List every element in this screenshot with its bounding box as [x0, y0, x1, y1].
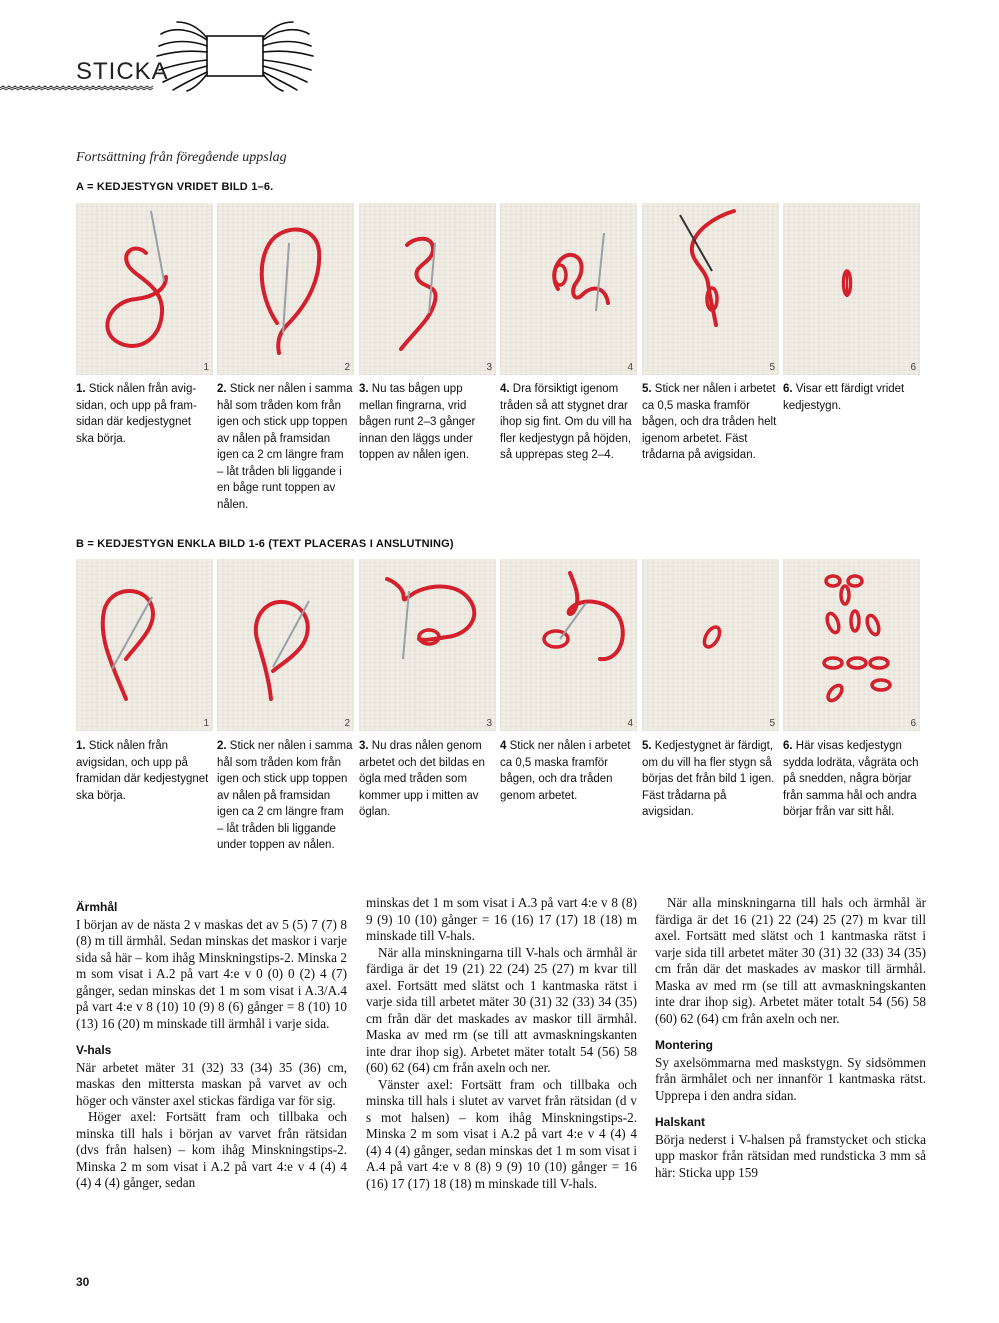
photo-number: 4	[627, 718, 633, 729]
step-text: Stick ner nålen i samma hål som tråden kom från igen och stick upp toppen av nålen på framsidan igen ca 2 cm längre fram – låt tråden bli liggande i en båge runt toppen av nålen.	[217, 383, 353, 511]
page-header	[0, 0, 999, 100]
paragraph-montering: Sy axelsömmarna med maskstygn. Sy sidsömmen från ärmhålet och ner innanför 1 kantmaska rätst. Upprepa i den andra sidan.	[655, 1054, 926, 1103]
step-number: 1.	[76, 740, 86, 752]
photo-number: 5	[769, 362, 775, 373]
caption-a-3	[359, 381, 495, 464]
paragraph-continuation: minskas det 1 m som visat i A.3 på vart 4:e v 8 (8) 9 (9) 10 (10) gånger = 16 (16) 17 (17) 18 (18) m minskade till V-hals.	[366, 895, 637, 943]
body-column-1	[76, 895, 347, 1192]
section-b-photo-row	[76, 559, 921, 731]
caption-a-6	[783, 381, 919, 414]
caption-a-1	[76, 381, 212, 447]
step-text: Dra försiktigt igenom tråden så att stygnet drar ihop sig fint. Om du vill ha fler kedjestygn på höjden, så upprepas steg 2–4.	[500, 383, 632, 461]
page-number: 30	[76, 1275, 90, 1289]
paragraph-armhal: I början av de nästa 2 v maskas det av 5 (5) 7 (7) 8 (8) m till ärmhål. Sedan minskas det maskor i varje sida så här – kom ihåg Minskningstips-2. Minska 2 m som visat i A.2 på vart 4:e v 0 (0) 0 (2) 4 (7) gånger, sedan minskas det 1 m som visat i A.3/A.4 på vart 4:e v 8 (10) 10 (9) 8 (6) gånger = 8 (10) 10 (13) 16 (20) m minskade till ärmhål i varje sida.	[76, 916, 347, 1031]
step-text: Här visas kedjestygn sydda lodräta, vågräta och på snedden, några börjar från samma hål och andra börjar från var sitt hål.	[783, 740, 919, 818]
step-number: 6.	[783, 383, 793, 395]
section-a-title: A = KEDJESTYGN VRIDET BILD 1–6.	[76, 181, 274, 193]
paragraph-hals-armhal: När alla minskningarna till hals och ärmhål är färdiga är det 16 (21) 22 (24) 25 (27) m kvar till axel. Fortsätt med slätst och 1 kantmaska rätst i varje sida till arbetet mäter 30 (31) 32 (33) 34 (35) cm från där det maskades av maskor till ärmhål. Maska av med rm (se till att avmaskningskanten inte drar ihop sig). Arbetet mäter totalt 54 (56) 58 (60) 62 (64) cm från axeln och ner.	[655, 895, 926, 1026]
heading-halskant: Halskant	[655, 1115, 706, 1129]
caption-b-2	[217, 738, 353, 854]
section-b-title: B = KEDJESTYGN ENKLA BILD 1-6 (TEXT PLACERAS I ANSLUTNING)	[76, 538, 454, 550]
step-text: Stick ner nålen i arbetet ca 0,5 maska framför bågen, och dra tråden genom arbetet.	[500, 740, 631, 802]
photo-number: 6	[910, 718, 916, 729]
photo-number: 3	[486, 362, 492, 373]
photo-number: 3	[486, 718, 492, 729]
photo-b-1	[76, 559, 213, 731]
photo-b-3	[359, 559, 496, 731]
step-number: 3.	[359, 383, 369, 395]
step-text: Nu tas bågen upp mellan fingrarna, vrid bågen runt 2–3 gånger innan den läggs under toppen av nålen igen.	[359, 383, 476, 461]
step-number: 1.	[76, 383, 86, 395]
step-number: 3.	[359, 740, 369, 752]
step-number: 2.	[217, 383, 227, 395]
step-text: Stick nålen från avigsidan, och upp på framsidan där kedjestygnet ska börja.	[76, 383, 197, 445]
step-number: 5.	[642, 740, 652, 752]
dotted-rule	[0, 85, 155, 91]
yarn-skein-icon	[155, 20, 315, 92]
photo-b-4	[500, 559, 637, 731]
caption-b-3	[359, 738, 495, 821]
heading-montering: Montering	[655, 1038, 713, 1052]
photo-number: 2	[344, 718, 350, 729]
step-text: Stick ner nålen i samma hål som tråden kom från igen och stick upp toppen av nålen på framsidan igen ca 2 cm längre fram – låt tråden bli liggande under toppen av nålen.	[217, 740, 353, 851]
photo-a-3	[359, 203, 496, 375]
photo-a-5	[642, 203, 779, 375]
paragraph-vanster-axel: Vänster axel: Fortsätt fram och tillbaka och minska till hals i slutet av varvet från rätsidan (d v s mot halsen) – kom ihåg Minskningstips-2. Minska 2 m som visat i A.2 på vart 4:e v 4 (4) 4 (4) 4 (4) gånger, sedan minskas det 1 m som visat i A.4 på vart 4:e v 8 (8) 9 (9) 10 (10) gånger = 16 (16) 17 (17) 18 (18) m minskade till V-hals.	[366, 1076, 637, 1191]
section-brand: STICKA	[76, 58, 169, 85]
caption-a-5	[642, 381, 778, 464]
paragraph-hoger-axel: Höger axel: Fortsätt fram och tillbaka och minska till hals i början av varvet från rätsidan (dvs från halsen) – kom ihåg Minskningstips-2. Minska 2 m som visat i A.2 på vart 4:e v 4 (4) 4 (4) 4 (4) gånger, sedan	[76, 1109, 347, 1190]
step-number: 6.	[783, 740, 793, 752]
heading-armhal: Ärmhål	[76, 900, 118, 914]
step-number: 5.	[642, 383, 652, 395]
step-number: 2.	[217, 740, 227, 752]
step-text: Stick nålen från avigsidan, och upp på framidan där kedjestygnet ska börja.	[76, 740, 209, 802]
photo-a-4	[500, 203, 637, 375]
photo-number: 5	[769, 718, 775, 729]
section-a-photo-row	[76, 203, 921, 375]
step-number: 4.	[500, 383, 510, 395]
photo-number: 4	[627, 362, 633, 373]
caption-a-4	[500, 381, 636, 464]
paragraph-v-hals-armhal: När alla minskningarna till V-hals och ärmhål är färdiga är det 19 (21) 22 (24) 25 (27) m kvar till axel. Fortsätt med slätst och 1 kantmaska rätst i varje sida till arbetet mäter 30 (31) 32 (33) 34 (35) cm från där det maskades av maskor till ärmhål. Maska av med rm (se till att avmaskningskanten inte drar ihop sig). Arbetet mäter totalt 54 (56) 58 (60) 62 (64) cm från axeln och ner.	[366, 944, 637, 1075]
photo-number: 6	[910, 362, 916, 373]
photo-a-1	[76, 203, 213, 375]
step-text: Stick ner nålen i arbetet ca 0,5 maska framför bågen, och dra tråden helt igenom arbetet. Fäst trådarna på avigsidan.	[642, 383, 777, 461]
caption-b-6	[783, 738, 919, 821]
photo-number: 1	[203, 718, 209, 729]
body-column-2	[366, 895, 637, 1192]
photo-a-6	[783, 203, 920, 375]
continuation-subtitle: Fortsättning från föregående uppslag	[76, 150, 287, 165]
caption-a-2	[217, 381, 353, 513]
heading-vhals: V-hals	[76, 1043, 112, 1057]
photo-b-5	[642, 559, 779, 731]
photo-a-2	[217, 203, 354, 375]
paragraph-halskant: Börja nederst i V-halsen på framstycket och sticka upp maskor från rätsidan med rundsticka 3 mm så här: Sticka upp 159	[655, 1131, 926, 1180]
photo-number: 2	[344, 362, 350, 373]
step-text: Nu dras nålen genom arbetet och det bildas en ögla med tråden som kommer upp i mitten av öglan.	[359, 740, 485, 818]
caption-b-5	[642, 738, 778, 821]
body-column-3	[655, 895, 926, 1181]
step-text: Kedjestygnet är färdigt, om du vill ha fler stygn så börjas det från bild 1 igen. Fäst trådarna på avigsidan.	[642, 740, 775, 818]
caption-b-4	[500, 738, 636, 804]
photo-b-6	[783, 559, 920, 731]
photo-b-2	[217, 559, 354, 731]
step-text: Visar ett färdigt vridet kedjestygn.	[783, 383, 905, 412]
caption-b-1	[76, 738, 212, 804]
photo-number: 1	[203, 362, 209, 373]
step-number: 4	[500, 740, 507, 752]
paragraph-vhals: När arbetet mäter 31 (32) 33 (34) 35 (36) cm, maskas den mittersta maskan på varvet av och höger och vänster axel stickas färdiga var för sig.	[76, 1059, 347, 1108]
